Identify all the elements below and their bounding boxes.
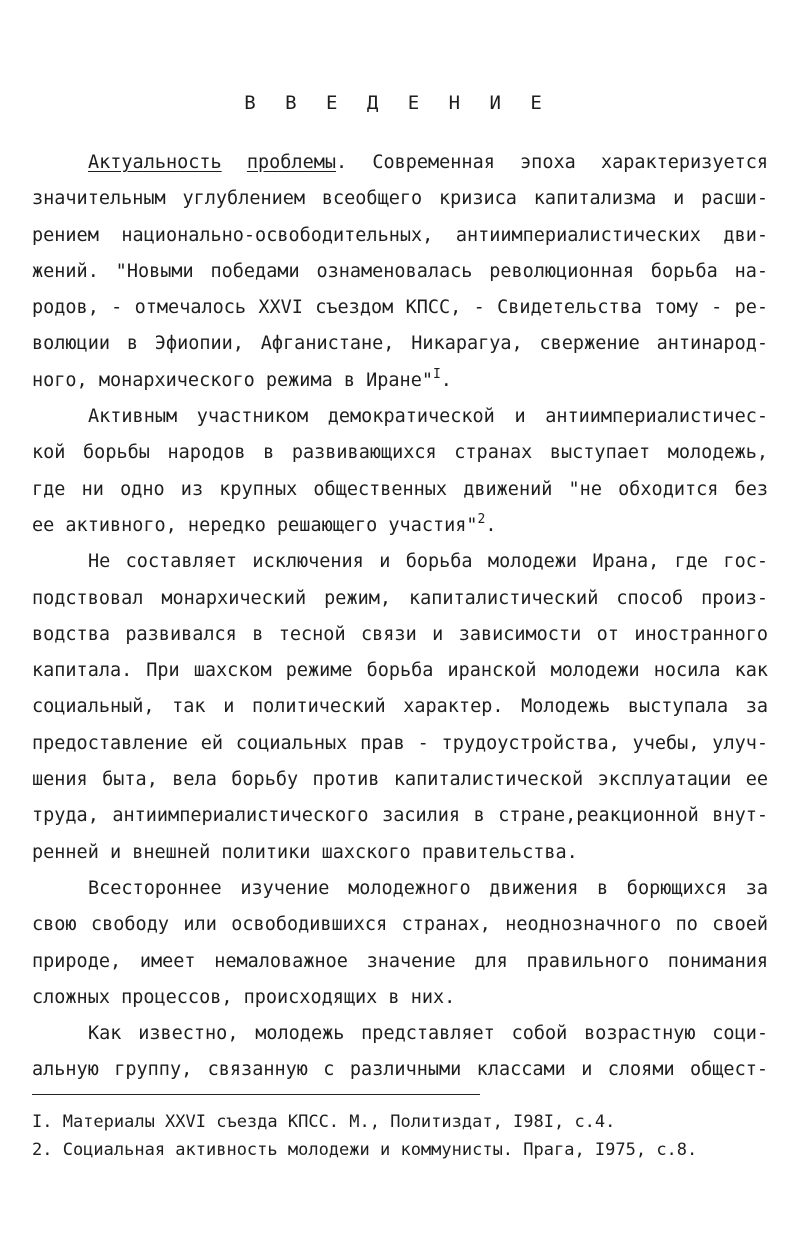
- paragraph-3-line-1: Не составляет исключения и борьба молодежи Ирана, где гос-: [88, 551, 768, 573]
- paragraph-3-line-8: труда, антиимпериалистического засилия в стране,реакционной внут-: [32, 805, 768, 827]
- paragraph-1-line-6: волюции в Эфиопии, Афганистане, Никарагуа, свержение антинарод-: [32, 333, 768, 355]
- footnote-ref-1: I: [432, 366, 441, 382]
- footnote-divider: [32, 1094, 480, 1095]
- footnote-1: I. Материалы XXVI съезда КПСС. М., Политиздат, I98I, с.4.: [32, 1112, 616, 1132]
- paragraph-3-line-9: ренней и внешней политики шахского правительства.: [32, 841, 578, 863]
- page-title: В В Е Д Е Н И Е: [244, 92, 551, 114]
- text-line: ного, монархического режима в Иране": [32, 369, 433, 391]
- paragraph-2-line-3: где ни одно из крупных общественных движений "не обходится без: [32, 478, 768, 500]
- paragraph-4-line-1: Всестороннее изучение молодежного движения в борющихся за: [88, 877, 768, 899]
- heading-word-2: проблемы: [246, 152, 336, 173]
- paragraph-3-line-4: капитала. При шахском режиме борьба иранской молодежи носила как: [32, 660, 768, 682]
- footnote-ref-2: 2: [477, 511, 486, 527]
- footnotes: [32, 1108, 772, 1164]
- paragraph-3-line-2: подствовал монархический режим, капиталистический способ произ-: [32, 587, 768, 609]
- paragraph-4-line-3: природе, имеет немаловажное значение для правильного понимания: [32, 950, 768, 972]
- text-period: .: [485, 514, 497, 536]
- paragraph-1-line-7: [32, 363, 768, 399]
- paragraph-3-line-6: предоставление ей социальных прав - трудоустройства, учебы, улуч-: [32, 732, 768, 754]
- paragraph-1-line-4: жений. "Новыми победами ознаменовалась революционная борьба на-: [32, 260, 768, 282]
- paragraph-1-line-5: родов, - отмечалось XXVI съездом КПСС, - Свидетельства тому - ре-: [32, 297, 768, 319]
- main-text: [32, 145, 768, 1089]
- paragraph-5-line-2: альную группу, связанную с различными классами и слоями общест-: [32, 1059, 768, 1081]
- paragraph-5-line-1: Как известно, молодежь представляет собой возрастную соци-: [88, 1023, 768, 1045]
- paragraph-3-line-5: социальный, так и политический характер. Молодежь выступала за: [32, 696, 768, 718]
- text-period: .: [440, 369, 452, 391]
- paragraph-3-line-7: шения быта, вела борьбу против капиталистической эксплуатации ее: [32, 769, 768, 791]
- heading-word-1: Актуальность: [88, 152, 222, 173]
- paragraph-2-line-4: [32, 508, 768, 544]
- paragraph-2-line-2: кой борьбы народов в развивающихся странах выступает молодежь,: [32, 442, 768, 464]
- paragraph-3-line-3: водства развивался в тесной связи и зависимости от иностранного: [32, 623, 768, 645]
- footnote-2: 2. Социальная активность молодежи и коммунисты. Прага, I975, с.8.: [32, 1140, 698, 1160]
- paragraph-1-line-3: рением национально-освободительных, антиимпериалистических дви-: [32, 224, 768, 246]
- paragraph-4-line-2: свою свободу или освободившихся странах, неоднозначного по своей: [32, 914, 768, 936]
- paragraph-1-line-2: значительным углублением всеобщего кризиса капитализма и расши-: [32, 188, 768, 210]
- paragraph-2-line-1: Активным участником демократической и антиимпериалистичес-: [88, 406, 768, 428]
- text-line: . Современная эпоха характеризуется: [335, 152, 768, 173]
- paragraph-1-line-1: [32, 145, 768, 181]
- paragraph-4-line-4: сложных процессов, происходящих в них.: [32, 986, 456, 1008]
- text-line: ее активного, нередко решающего участия": [32, 514, 478, 536]
